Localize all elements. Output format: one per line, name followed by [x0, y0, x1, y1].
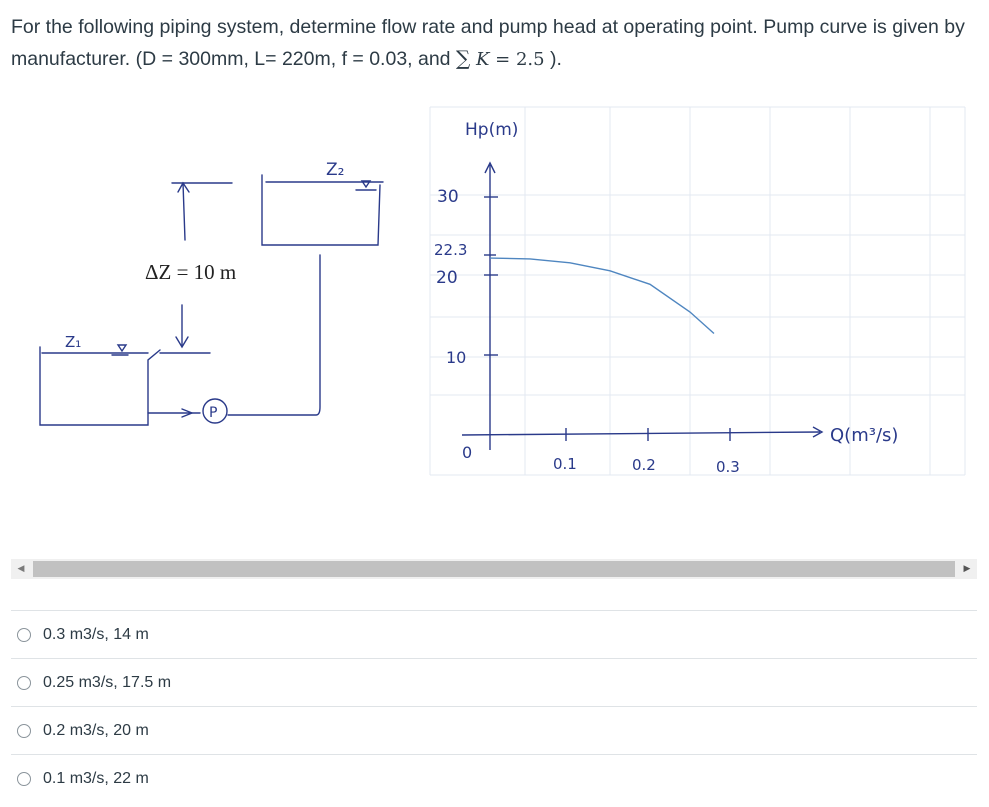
- y-tick-label-20: 20: [436, 268, 458, 288]
- graph-grid: [430, 107, 965, 475]
- answer-label-2: 0.25 m3/s, 17.5 m: [43, 673, 172, 691]
- answer-label-3: 0.2 m3/s, 20 m: [43, 721, 149, 739]
- k-symbol: K: [475, 49, 490, 70]
- x-tick-label-0-2: 0.2: [632, 456, 656, 474]
- answer-label-1: 0.3 m3/s, 14 m: [43, 625, 149, 643]
- radio-button-3[interactable]: [17, 724, 31, 738]
- radio-button-4[interactable]: [17, 772, 31, 786]
- pump-label: P: [209, 405, 218, 421]
- problem-figure: [0, 95, 989, 495]
- scrollbar-thumb[interactable]: [33, 561, 955, 577]
- answer-option-2[interactable]: [11, 658, 977, 706]
- scroll-right-arrow-icon[interactable]: ▶: [963, 564, 971, 574]
- q-axis-label: Q(m³/s): [830, 425, 899, 446]
- scroll-left-arrow-icon[interactable]: ◀: [17, 564, 25, 574]
- lower-tank: [40, 347, 160, 425]
- z1-label: Z₁: [65, 333, 82, 351]
- delta-z-label: ΔZ = 10 m: [145, 260, 237, 284]
- radio-button-2[interactable]: [17, 676, 31, 690]
- piping-sketch: [40, 175, 383, 425]
- sum-symbol: ∑: [455, 46, 471, 70]
- discharge-pipe: [228, 255, 320, 415]
- answer-option-4[interactable]: [11, 754, 977, 802]
- y-tick-label-30: 30: [437, 187, 459, 207]
- question-text: [11, 12, 971, 75]
- x-axis: [462, 432, 820, 435]
- answer-option-3[interactable]: [11, 706, 977, 754]
- x-tick-label-0-3: 0.3: [716, 458, 740, 476]
- hp-axis-label: Hp(m): [465, 120, 519, 140]
- radio-button-1[interactable]: [17, 628, 31, 642]
- answer-label-4: 0.1 m3/s, 22 m: [43, 769, 149, 787]
- chart-axes: [462, 163, 822, 450]
- y-tick-label-10: 10: [446, 348, 467, 367]
- sum-k-expression: [455, 46, 545, 70]
- lower-water-symbol: [118, 345, 126, 351]
- z2-label: Z₂: [326, 160, 345, 180]
- question-text-part1: For the following piping system, determine flow rate and pump head at operating point. Pump curve is given by manufacturer. (D = 300mm, L= 220m, f = 0.03, and: [11, 16, 965, 70]
- k-value: = 2.5: [489, 49, 545, 70]
- horizontal-scrollbar[interactable]: [11, 559, 977, 579]
- dz-upper-arrow-shaft: [183, 183, 185, 240]
- pump-curve-line: [490, 258, 714, 333]
- answer-option-1[interactable]: [11, 610, 977, 658]
- upper-tank: [262, 175, 380, 245]
- x-tick-label-0: 0: [462, 443, 473, 462]
- y-tick-label-22-3: 22.3: [434, 241, 468, 259]
- question-text-part2: ).: [544, 48, 562, 70]
- x-tick-label-0-1: 0.1: [553, 455, 577, 473]
- answer-options: [11, 610, 977, 802]
